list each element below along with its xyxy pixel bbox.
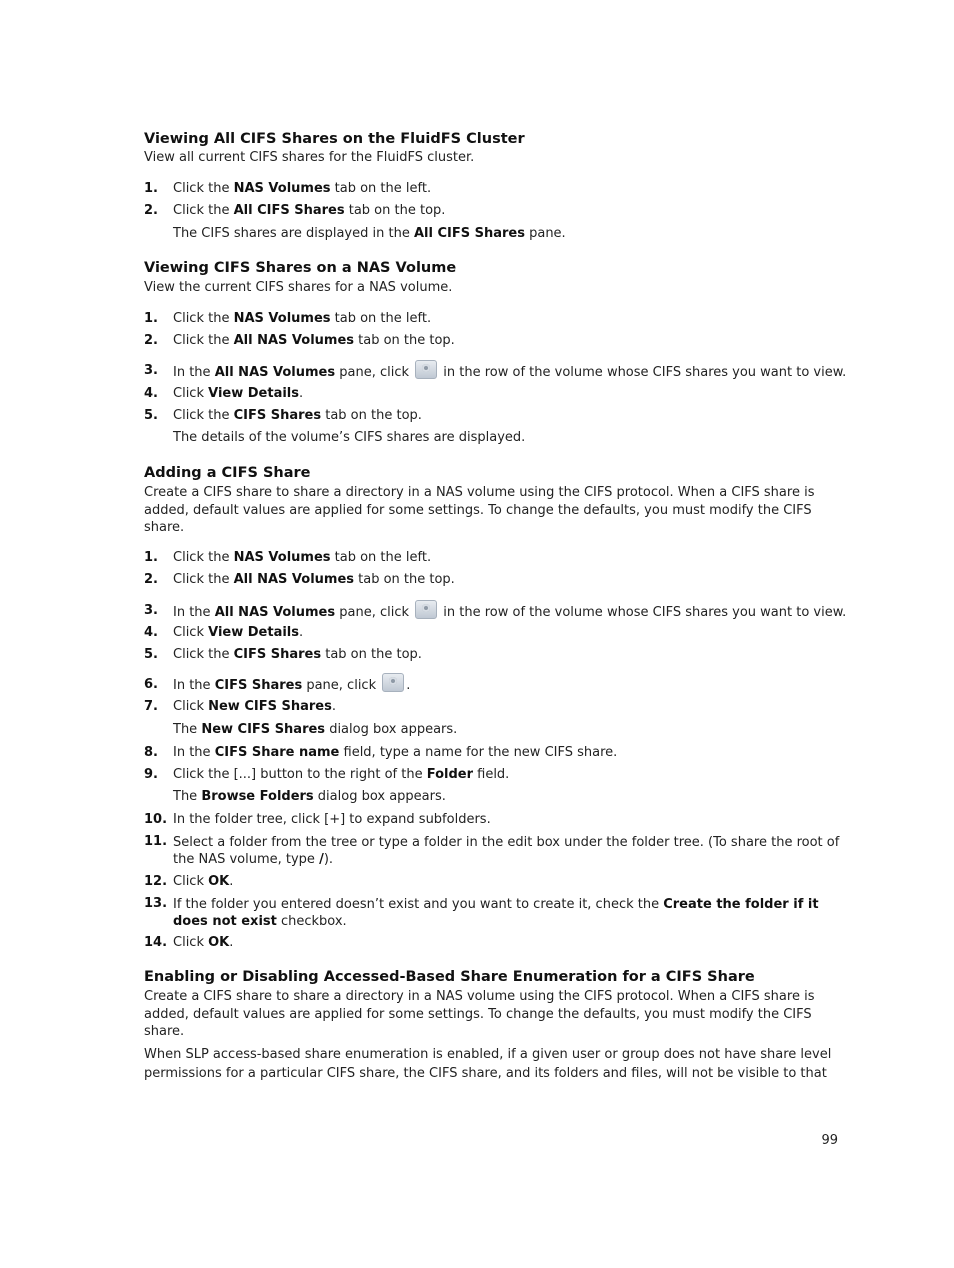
step-result: The Browse Folders dialog box appears.	[173, 789, 446, 804]
step-number: 1.	[144, 311, 158, 326]
step-text: If the folder you entered doesn’t exist and you want to create it, check the Create the folder if it does not exist checkbox.	[173, 897, 819, 929]
step-text: Click OK.	[173, 874, 234, 889]
step-result: The New CIFS Shares dialog box appears.	[173, 722, 458, 737]
step-text: Click the NAS Volumes tab on the left.	[173, 181, 432, 196]
step-result: The CIFS shares are displayed in the All CIFS Shares pane.	[173, 226, 566, 241]
step-number: 14.	[144, 935, 168, 950]
step-text: Click View Details.	[173, 625, 304, 640]
step-text: Click the CIFS Shares tab on the top.	[173, 647, 422, 662]
settings-gear-icon[interactable]	[382, 673, 404, 692]
step-number: 5.	[144, 408, 158, 423]
step-text: Click the All NAS Volumes tab on the top.	[173, 572, 455, 587]
step-number: 4.	[144, 625, 158, 640]
step-number: 2.	[144, 572, 158, 587]
step-text: Click the All NAS Volumes tab on the top.	[173, 333, 455, 348]
step-number: 12.	[144, 874, 168, 889]
section-intro: View the current CIFS shares for a NAS volume.	[144, 280, 453, 295]
page-number: 99	[821, 1133, 838, 1148]
step-number: 3.	[144, 603, 158, 618]
section-title: Enabling or Disabling Accessed-Based Share Enumeration for a CIFS Share	[144, 969, 755, 985]
step-number: 5.	[144, 647, 158, 662]
section-intro: Create a CIFS share to share a directory in a NAS volume using the CIFS protocol. When a CIFS share is added, default values are applied for some settings. To change the defaults, you must modify the CIFS share.	[144, 485, 815, 535]
step-number: 9.	[144, 767, 158, 782]
step-number: 6.	[144, 677, 158, 692]
step-number: 10.	[144, 812, 168, 827]
step-text: Click the NAS Volumes tab on the left.	[173, 311, 432, 326]
step-text: Click the NAS Volumes tab on the left.	[173, 550, 432, 565]
step-number: 7.	[144, 699, 158, 714]
step-number: 1.	[144, 181, 158, 196]
settings-gear-icon[interactable]	[415, 360, 437, 379]
step-text: Click the CIFS Shares tab on the top.	[173, 408, 422, 423]
step-text: In the CIFS Shares pane, click .	[173, 673, 410, 693]
section-title: Viewing All CIFS Shares on the FluidFS Cluster	[144, 131, 525, 147]
section-intro: Create a CIFS share to share a directory in a NAS volume using the CIFS protocol. When a CIFS share is added, default values are applied for some settings. To change the defaults, you must modify the CIFS share.	[144, 989, 815, 1039]
step-text: In the All NAS Volumes pane, click in the row of the volume whose CIFS shares you want to view.	[173, 600, 846, 620]
step-text: In the All NAS Volumes pane, click in the row of the volume whose CIFS shares you want to view.	[173, 360, 846, 380]
step-number: 13.	[144, 896, 168, 911]
step-number: 3.	[144, 363, 158, 378]
step-text: In the folder tree, click [+] to expand subfolders.	[173, 812, 491, 827]
section-intro: View all current CIFS shares for the FluidFS cluster.	[144, 150, 475, 165]
step-number: 4.	[144, 386, 158, 401]
step-number: 2.	[144, 203, 158, 218]
step-text: Click the All CIFS Shares tab on the top.	[173, 203, 446, 218]
section-title: Adding a CIFS Share	[144, 465, 311, 481]
section-title: Viewing CIFS Shares on a NAS Volume	[144, 260, 457, 276]
step-text: Select a folder from the tree or type a folder in the edit box under the folder tree. (To share the root of the NAS volume, type /).	[173, 835, 840, 867]
step-text: Click New CIFS Shares.	[173, 699, 336, 714]
section-paragraph: When SLP access-based share enumeration is enabled, if a given user or group does not have share level permissions for a particular CIFS share, the CIFS share, and its folders and files, will not be visible to that	[144, 1047, 832, 1081]
step-number: 8.	[144, 745, 158, 760]
step-text: Click View Details.	[173, 386, 304, 401]
settings-gear-icon[interactable]	[415, 600, 437, 619]
step-number: 2.	[144, 333, 158, 348]
step-number: 11.	[144, 834, 168, 849]
step-number: 1.	[144, 550, 158, 565]
step-text: In the CIFS Share name field, type a name for the new CIFS share.	[173, 745, 618, 760]
step-result: The details of the volume’s CIFS shares are displayed.	[173, 430, 526, 445]
step-text: Click OK.	[173, 935, 234, 950]
step-text: Click the [...] button to the right of the Folder field.	[173, 767, 510, 782]
